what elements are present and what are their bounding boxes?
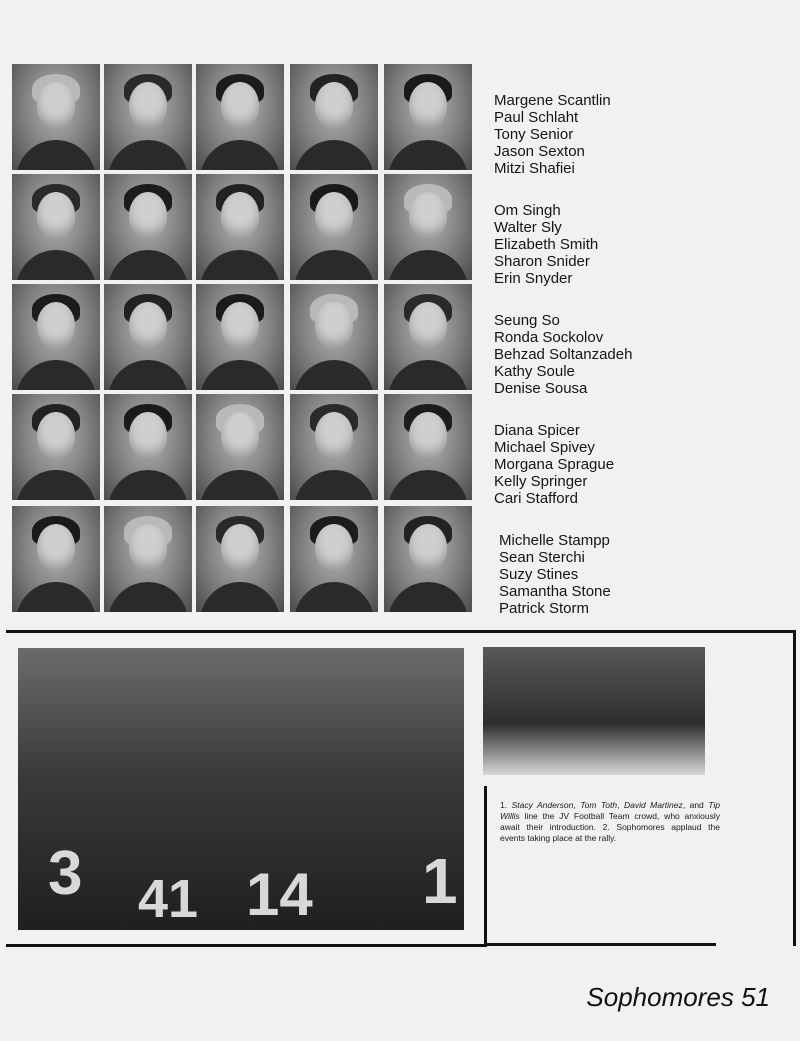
- student-portrait: [196, 284, 284, 390]
- jersey-number: 1: [422, 845, 458, 917]
- student-portrait: [12, 174, 100, 280]
- jersey-number: 14: [246, 861, 313, 928]
- name-list: [494, 422, 614, 507]
- jersey-number: 41: [138, 869, 199, 929]
- student-name: Sharon Snider: [494, 253, 590, 270]
- student-portrait: [196, 64, 284, 170]
- student-portrait: [12, 284, 100, 390]
- student-name: Samantha Stone: [499, 583, 611, 600]
- student-name: Erin Snyder: [494, 270, 573, 287]
- photo-caption: 1. Stacy Anderson, Tom Toth, David Martinez, and Tip Willis line the JV Football Team crowd, who anxiously await their introduction. 2. Sophomores applaud the events taking place at the rally.: [500, 800, 720, 843]
- student-name: Denise Sousa: [494, 380, 588, 397]
- student-name: Diana Spicer: [494, 422, 580, 439]
- student-name: Behzad Soltanzadeh: [494, 346, 633, 363]
- student-portrait: [104, 284, 192, 390]
- student-portrait: [104, 174, 192, 280]
- student-name: Sean Sterchi: [499, 549, 585, 566]
- rally-photo-applause: [483, 647, 705, 775]
- student-portrait: [104, 64, 192, 170]
- caption-name: David Martinez: [623, 800, 683, 810]
- student-name: Paul Schlaht: [494, 109, 579, 126]
- caption-name: Tom Toth: [580, 800, 618, 810]
- student-portrait: [290, 506, 378, 612]
- student-portrait: [196, 394, 284, 500]
- student-name: Mitzi Shafiei: [494, 160, 575, 177]
- student-name: Tony Senior: [494, 126, 574, 143]
- name-list: [499, 532, 611, 617]
- jersey-number: 3: [48, 839, 83, 908]
- section-title: Sophomores: [586, 982, 734, 1012]
- page-number: 51: [741, 982, 770, 1012]
- frame-bottom-rule: [6, 944, 487, 947]
- student-portrait: [290, 174, 378, 280]
- student-name: Michael Spivey: [494, 439, 595, 456]
- student-name: Cari Stafford: [494, 490, 578, 507]
- student-portrait: [290, 394, 378, 500]
- caption-number-2: 2.: [602, 822, 610, 832]
- student-name: Jason Sexton: [494, 143, 585, 160]
- caption-number-1: 1.: [500, 800, 508, 810]
- student-name: Margene Scantlin: [494, 92, 611, 109]
- student-portrait: [196, 174, 284, 280]
- student-portrait: [384, 284, 472, 390]
- rally-photo-crowd: [18, 648, 464, 930]
- student-portrait: [196, 506, 284, 612]
- student-name: Morgana Sprague: [494, 456, 615, 473]
- student-portrait: [104, 394, 192, 500]
- page-footer: [586, 982, 770, 1013]
- student-name: Kelly Springer: [494, 473, 588, 490]
- portrait-grid: [12, 64, 478, 618]
- student-portrait: [384, 64, 472, 170]
- caption-name: Stacy Anderson: [511, 800, 574, 810]
- caption-name: Tip Willis: [500, 800, 720, 821]
- student-portrait: [104, 506, 192, 612]
- student-name: Om Singh: [494, 202, 561, 219]
- student-portrait: [290, 284, 378, 390]
- student-portrait: [290, 64, 378, 170]
- student-name: Elizabeth Smith: [494, 236, 599, 253]
- name-list: [494, 202, 598, 287]
- name-list: [494, 312, 632, 397]
- student-name: Seung So: [494, 312, 560, 329]
- student-portrait: [384, 506, 472, 612]
- student-name: Kathy Soule: [494, 363, 575, 380]
- student-portrait: [12, 64, 100, 170]
- student-name: Ronda Sockolov: [494, 329, 604, 346]
- name-list: [494, 92, 611, 177]
- student-portrait: [12, 394, 100, 500]
- student-portrait: [384, 394, 472, 500]
- student-name: Walter Sly: [494, 219, 562, 236]
- student-portrait: [384, 174, 472, 280]
- student-portrait: [12, 506, 100, 612]
- student-name: Suzy Stines: [499, 566, 579, 583]
- student-name: Michelle Stampp: [499, 532, 610, 549]
- student-name: Patrick Storm: [499, 600, 590, 617]
